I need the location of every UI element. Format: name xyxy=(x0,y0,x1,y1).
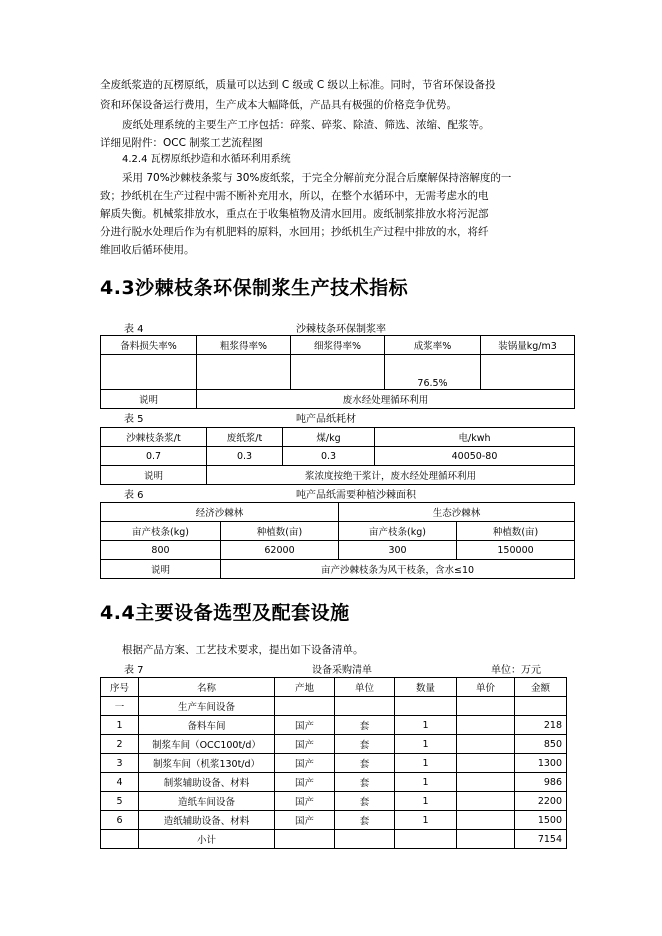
table-title: 吨产品纸耗材 xyxy=(296,414,356,425)
table-row xyxy=(101,355,575,390)
table-header-cell: 金额 xyxy=(515,678,567,697)
table-header-cell: 名称 xyxy=(139,678,275,697)
table-cell: 1 xyxy=(101,716,139,735)
paragraph-line: 资和环保设备运行费用，生产成本大幅降低，产品具有极强的价格竞争优势。 xyxy=(100,99,457,111)
table-header-cell: 序号 xyxy=(101,678,139,697)
paragraph-line: 根据产品方案、工艺技术要求，提出如下设备清单。 xyxy=(122,644,364,656)
table-cell: 5 xyxy=(101,792,139,811)
table-cell: 218 xyxy=(515,716,567,735)
table-cell: 套 xyxy=(335,716,395,735)
table-cell: 造纸车间设备 xyxy=(139,792,275,811)
table-row xyxy=(101,735,567,754)
paragraph-line: 全废纸浆造的瓦楞原纸，质量可以达到 C 级或 C 级以上标准。同时，节省环保设备投 xyxy=(100,79,496,91)
table-cell: 40050-80 xyxy=(375,447,575,466)
table-4 xyxy=(100,335,575,409)
section-heading: 4.3沙棘枝条环保制浆生产技术指标 xyxy=(100,277,409,299)
table-cell: 1300 xyxy=(515,754,567,773)
table-cell xyxy=(457,792,515,811)
table-cell: 套 xyxy=(335,792,395,811)
table-cell: 国产 xyxy=(275,754,335,773)
table-cell xyxy=(101,355,197,390)
paragraph-line: 废纸处理系统的主要生产工序包括：碎浆、碎浆、除渣、筛选、浓缩、配浆等。 xyxy=(122,119,490,131)
table-header-cell: 亩产枝条(kg) xyxy=(339,522,457,541)
table-cell: 1 xyxy=(395,773,457,792)
table-header-cell: 细浆得率% xyxy=(291,336,385,355)
table-title: 沙棘枝条环保制浆率 xyxy=(296,324,386,335)
table-cell xyxy=(457,697,515,716)
table-cell: 2200 xyxy=(515,792,567,811)
table-cell xyxy=(457,773,515,792)
table-cell: 制浆车间（机浆130t/d） xyxy=(139,754,275,773)
table-row xyxy=(101,811,567,830)
table-header-cell: 亩产枝条(kg) xyxy=(101,522,221,541)
paragraph-line: 详细见附件：OCC 制浆工艺流程图 xyxy=(100,137,263,149)
table-cell: 国产 xyxy=(275,792,335,811)
table-cell xyxy=(291,355,385,390)
table-group-header: 经济沙棘林 xyxy=(101,503,339,522)
paragraph-line: 分进行脱水处理后作为有机肥料的原料，水回用；抄纸机生产过程中排放的水，将纤 xyxy=(100,226,489,238)
table-note-row xyxy=(101,390,575,409)
table-header-cell: 备料损失率% xyxy=(101,336,197,355)
table-header-cell: 煤/kg xyxy=(283,428,375,447)
table-cell xyxy=(275,830,335,849)
table-cell xyxy=(515,697,567,716)
table-header-row xyxy=(101,678,567,697)
table-6 xyxy=(100,502,575,579)
table-cell: 0.3 xyxy=(207,447,283,466)
table-cell: 制浆车间（OCC100t/d） xyxy=(139,735,275,754)
table-cell: 生产车间设备 xyxy=(139,697,275,716)
table-cell: 1 xyxy=(395,716,457,735)
table-header-cell: 成浆率% xyxy=(385,336,481,355)
table-cell xyxy=(101,830,139,849)
table-note-label: 说明 xyxy=(101,390,197,409)
table-row xyxy=(101,447,575,466)
table-7 xyxy=(100,677,567,849)
table-cell xyxy=(457,754,515,773)
table-header-cell: 粗浆得率% xyxy=(197,336,291,355)
table-cell xyxy=(457,735,515,754)
table-label: 表 5 xyxy=(124,414,144,425)
table-label: 表 7 xyxy=(124,665,144,676)
table-subtotal-row xyxy=(101,830,567,849)
table-row xyxy=(101,541,575,560)
table-header-cell: 废纸浆/t xyxy=(207,428,283,447)
table-title: 设备采购清单 xyxy=(312,665,372,676)
table-row xyxy=(101,773,567,792)
table-cell xyxy=(395,830,457,849)
table-cell: 一 xyxy=(101,697,139,716)
table-header-cell: 种植数(亩) xyxy=(457,522,575,541)
table-note-row xyxy=(101,560,575,579)
table-cell: 2 xyxy=(101,735,139,754)
table-cell: 150000 xyxy=(457,541,575,560)
table-note-row xyxy=(101,466,575,485)
paragraph-line: 解质失衡。机械浆排放水，重点在于收集植物及清水回用。废纸制浆排放水将污泥部 xyxy=(100,208,489,220)
table-header-cell: 装锅量kg/m3 xyxy=(481,336,575,355)
table-cell: 1 xyxy=(395,735,457,754)
table-cell: 6 xyxy=(101,811,139,830)
table-cell: 制浆辅助设备、材料 xyxy=(139,773,275,792)
table-row xyxy=(101,754,567,773)
table-note-label: 说明 xyxy=(101,560,221,579)
table-header-cell: 单价 xyxy=(457,678,515,697)
table-cell xyxy=(457,811,515,830)
table-cell: 1 xyxy=(395,811,457,830)
table-cell: 国产 xyxy=(275,811,335,830)
table-label: 表 4 xyxy=(124,324,144,335)
table-cell: 62000 xyxy=(221,541,339,560)
table-note-label: 说明 xyxy=(101,466,207,485)
table-cell: 国产 xyxy=(275,735,335,754)
table-row xyxy=(101,697,567,716)
table-cell: 300 xyxy=(339,541,457,560)
table-cell: 造纸辅助设备、材料 xyxy=(139,811,275,830)
table-cell: 850 xyxy=(515,735,567,754)
subsection-heading: 4.2.4 瓦楞原纸抄造和水循环利用系统 xyxy=(122,154,291,165)
table-cell: 986 xyxy=(515,773,567,792)
table-header-row xyxy=(101,522,575,541)
table-header-cell: 种植数(亩) xyxy=(221,522,339,541)
table-cell xyxy=(395,697,457,716)
table-cell xyxy=(457,716,515,735)
table-note: 废水经处理循环利用 xyxy=(197,390,575,409)
table-header-cell: 数量 xyxy=(395,678,457,697)
table-cell xyxy=(275,697,335,716)
table-header-cell: 沙棘枝条浆/t xyxy=(101,428,207,447)
table-unit: 单位：万元 xyxy=(491,665,541,676)
table-cell: 76.5% xyxy=(385,355,481,390)
table-cell xyxy=(457,830,515,849)
paragraph-line: 致；抄纸机在生产过程中需不断补充用水，所以，在整个水循环中，无需考虑水的电 xyxy=(100,190,489,202)
table-cell: 国产 xyxy=(275,716,335,735)
table-cell: 套 xyxy=(335,754,395,773)
table-row xyxy=(101,792,567,811)
table-cell: 3 xyxy=(101,754,139,773)
table-subtotal-label: 小计 xyxy=(139,830,275,849)
table-title: 吨产品纸需要种植沙棘面积 xyxy=(296,490,416,501)
table-cell xyxy=(335,830,395,849)
table-row xyxy=(101,716,567,735)
table-cell: 备料车间 xyxy=(139,716,275,735)
table-cell: 1 xyxy=(395,754,457,773)
section-heading: 4.4主要设备选型及配套设施 xyxy=(100,602,350,624)
table-header-cell: 电/kwh xyxy=(375,428,575,447)
table-cell: 0.7 xyxy=(101,447,207,466)
table-5 xyxy=(100,427,575,485)
table-cell: 套 xyxy=(335,735,395,754)
table-cell: 套 xyxy=(335,773,395,792)
table-cell xyxy=(335,697,395,716)
table-header-row xyxy=(101,336,575,355)
table-cell: 1 xyxy=(395,792,457,811)
table-cell xyxy=(197,355,291,390)
paragraph-line: 采用 70%沙棘枝条浆与 30%废纸浆，于完全分解前充分混合后糜解保持溶解度的一 xyxy=(122,172,512,184)
paragraph-line: 维回收后循环使用。 xyxy=(100,244,195,256)
table-header-cell: 产地 xyxy=(275,678,335,697)
table-note: 浆浓度按绝干浆计，废水经处理循环利用 xyxy=(207,466,575,485)
table-header-row xyxy=(101,428,575,447)
table-cell: 套 xyxy=(335,811,395,830)
table-group-header: 生态沙棘林 xyxy=(339,503,575,522)
table-subtotal-value: 7154 xyxy=(515,830,567,849)
table-cell: 国产 xyxy=(275,773,335,792)
table-cell: 1500 xyxy=(515,811,567,830)
table-header-cell: 单位 xyxy=(335,678,395,697)
table-cell: 800 xyxy=(101,541,221,560)
table-label: 表 6 xyxy=(124,490,144,501)
table-cell: 0.3 xyxy=(283,447,375,466)
table-cell xyxy=(481,355,575,390)
table-cell: 4 xyxy=(101,773,139,792)
table-group-row xyxy=(101,503,575,522)
table-note: 亩产沙棘枝条为风干枝条，含水≤10 xyxy=(221,560,575,579)
